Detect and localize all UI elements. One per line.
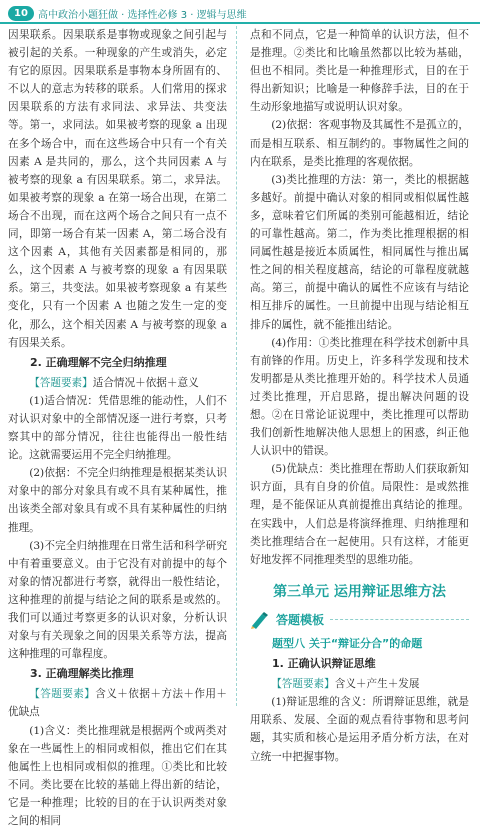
topic-heading: 题型八 关于“辩证分合”的命题 (272, 637, 423, 650)
paragraph: 因果联系。因果联系是事物或现象之间引起与被引起的关系。一种现象的产生或消失，必定有它的原因。因果联系是事物本身所固有的、不以人的意志为转移的联系。人们常用的探求因果联系的方法有求同法、求异法、共变法等。第一，求同法。如果被考察的现象 a 出现在多个场合中，而在这些场合中只有一个有关因素 A 是共同的，那么，这个共同因素 A 与被考察的现象 a 有因果联系。第二，求异法。如果被考察的现象 a 在第一场合出现，在第二场合不出现，而在这两个场合之间只有一点不同，即第一场合有某一因素 A，第二场合没有这个因素 A，其他有关因素都是相同的，那么，这个因素 A 与被考察的现象 a 有因果联系。第三，共变法。如果被考察现象 a 有某些变化，只有一个因素 A 也随之发生一定的变化，那么，这个相关因素 A 与被考察的现象 a 有因果关系。 (8, 29, 227, 349)
paragraph: (5)优缺点：类比推理在帮助人们获取新知识方面，具有自身的价值。局限性：是或然推理，是不能保证从真前提推出真结论的推理。在实践中，人们总是将演绎推理、归纳推理和类比推理结合在一起使用。只有这样，才能更好地发挥不同推理类型的思维功能。 (250, 463, 469, 566)
section-heading: 1. 正确认识辩证思维 (272, 657, 376, 671)
answer-elements (8, 374, 227, 392)
right-column (250, 26, 469, 766)
answer-elements-text: 含义＋产生＋发展 (334, 678, 420, 691)
answer-elements-tag: 【答题要素】 (271, 678, 335, 691)
paragraph: (1)适合情况：凭借思维的能动性，人们不对认识对象中的全部情况逐一进行考察，只考察其中的部分情况，往往也能得出一般性结论。这就需要运用不完全归纳推理。 (8, 394, 227, 462)
template-banner (250, 611, 469, 629)
paragraph: (1)含义：类比推理就是根据两个或两类对象在一些属性上的相同或相似，推出它们在其他属性上也相同或相似的推理。①类比和比较不同。类比要在比较的基础上得出新的结论，它是一种推理；比较的目的在于认识两类对象之间的相同 (8, 724, 227, 828)
paragraph: (2)依据：不完全归纳推理是根据某类认识对象中的部分对象具有或不具有某种属性，推出该类全部对象具有或不具有某种属性的归纳推理。 (8, 467, 227, 534)
answer-elements-text: 适合情况＋依据＋意义 (92, 376, 199, 389)
paragraph: (3)类比推理的方法：第一，类比的根据越多越好。前提中确认对象的相同或相似属性越多，意味着它们所属的类别可能越相近，结论的可靠性越高。第二，作为类比推理根据的相同属性越是接近本质属性，相同属性与推出属性之间的相关程度越高，结论的可靠程度就越高。第三，前提中确认的属性不应该有与结论相互排斥的属性。一旦前提中出现与结论相互排斥的属性，就不能推出结论。 (250, 173, 469, 331)
section-heading: 3. 正确理解类比推理 (30, 667, 134, 681)
answer-elements (250, 675, 469, 693)
column-divider (236, 26, 237, 706)
left-column (8, 26, 227, 830)
unit-title: 第三单元 运用辩证思维方法 (273, 583, 446, 600)
answer-elements-tag: 【答题要素】 (29, 376, 93, 389)
page-number-badge: 10 (8, 6, 34, 21)
paragraph: 点和不同点，它是一种简单的认识方法，但不是推理。②类比和比喻虽然都以比较为基础，但也不相同。类比是一种推理形式，目的在于得出新知识；比喻是一种修辞手法，目的在于生动形象地描写或说明认识对象。 (250, 29, 469, 114)
running-header-title: 高中政治小题狂做 · 选择性必修 3 · 逻辑与思维 (38, 10, 247, 21)
answer-elements-tag: 【答题要素】 (29, 688, 96, 701)
paragraph: (3)不完全归纳推理在日常生活和科学研究中有着重要意义。由于它没有对前提中的每个对象的情况都进行考察，就得出一般性结论，这种推理的前提与结论之间的联系是或然的。我们可以通过考察更多的认识对象，分析认识对象与有关现象之间的因果关系等方法，提高这种推理的可靠程度。 (8, 539, 227, 661)
template-label: 答题模板 (276, 612, 325, 627)
paragraph: (4)作用：①类比推理在科学技术创新中具有前锋的作用。历史上，许多科学发现和技术发明都是从类比推理开始的。科学技术人员通过类比推理，开启思路，提出解决问题的设想。②在日常论证说理中，类比推理可以帮助我们创新性地解决他人思想上的困惑，纠正他人认识中的错误。 (250, 336, 469, 458)
answer-elements-text: 含义＋依据＋方法＋作用＋优缺点 (8, 688, 227, 719)
answer-elements (8, 685, 227, 721)
section-heading: 2. 正确理解不完全归纳推理 (30, 355, 167, 369)
page-header (0, 0, 480, 24)
template-rule (330, 619, 469, 620)
paragraph: (1)辩证思维的含义：所谓辩证思维，就是用联系、发展、全面的观点看待事物和思考问题，其实质和核心是运用矛盾分析方法，在对立统一中把握事物。 (250, 696, 469, 763)
pencil-ribbon-icon (250, 611, 270, 629)
header-rule (0, 22, 480, 24)
paragraph: (2)依据：客观事物及其属性不是孤立的，而是相互联系、相互制约的。事物属性之间的内在联系，是类比推理的客观依据。 (250, 119, 469, 168)
